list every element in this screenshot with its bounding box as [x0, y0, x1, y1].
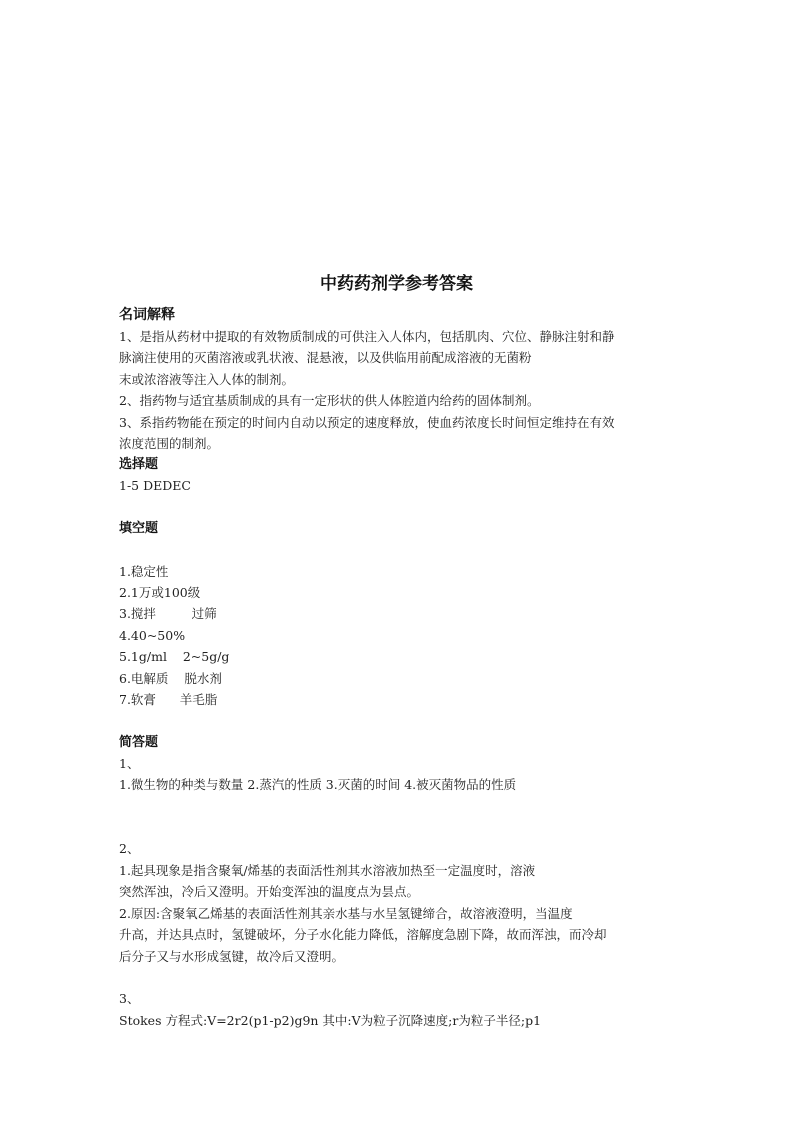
fill-item-1: 1.稳定性 — [119, 563, 169, 579]
short-q1-label: 1、 — [119, 755, 140, 771]
terms-line-6: 浓度范围的制剂。 — [119, 436, 220, 452]
spacer — [119, 539, 689, 560]
fill-item-3: 3.搅拌 过筛 — [119, 606, 217, 622]
spacer — [119, 796, 689, 839]
spacer — [119, 710, 689, 731]
fill-item-7: 7.软膏 羊毛脂 — [119, 692, 218, 708]
terms-line-4: 2、指药物与适宜基质制成的具有一定形状的供人体腔道内给药的固体制剂。 — [119, 393, 540, 409]
spacer — [119, 497, 689, 518]
terms-line-3: 末或浓溶液等注入人体的制剂。 — [119, 371, 295, 387]
section-heading-short: 简答题 — [119, 734, 159, 750]
short-q3-label: 3、 — [119, 991, 140, 1007]
terms-line-5: 3、系指药物能在预定的时间内自动以预定的速度释放，使血药浓度长时间恒定维持在有效 — [119, 414, 615, 430]
terms-line-1: 1、是指从药材中提取的有效物质制成的可供注入人体内，包括肌肉、穴位、静脉注射和静 — [119, 329, 615, 344]
fill-item-5: 5.1g/ml 2~5g/g — [119, 649, 230, 665]
fill-item-4: 4.40~50% — [119, 627, 186, 643]
section-heading-choice: 选择题 — [119, 457, 159, 473]
short-q2-line-4: 升高，并达具点时，氢键破坏，分子水化能力降低，溶解度急剧下降，故而浑浊，而冷却 — [119, 927, 607, 943]
fill-item-2: 2.1万或100级 — [119, 585, 201, 601]
short-q2-line-1: 1.起具现象是指含聚氧/烯基的表面活性剂其水溶液加热至一定温度时，溶液 — [119, 862, 536, 878]
short-q2-line-2: 突然浑浊，冷后又澄明。开始变浑浊的温度点为昙点。 — [119, 884, 420, 900]
short-q2-line-3: 2.原因:含聚氧乙烯基的表面活性剂其亲水基与水呈氢键缔合，故溶液澄明，当温度 — [119, 905, 573, 921]
short-q1-line-1: 1.微生物的种类与数量 2.蒸汽的性质 3.灭菌的时间 4.被灭菌物品的性质 — [119, 777, 517, 793]
section-heading-fill: 填空题 — [119, 521, 159, 537]
fill-item-6: 6.电解质 脱水剂 — [119, 670, 222, 686]
short-q2-line-5: 后分子又与水形成氢键，故冷后又澄明。 — [119, 948, 345, 964]
page-title: 中药药剂学参考答案 — [320, 274, 473, 294]
short-q3-line-1: Stokes 方程式:V=2r2(p1-p2)g9n 其中:V为粒子沉降速度;r为粒子半径;p1 — [119, 1012, 542, 1028]
spacer — [119, 967, 689, 988]
document-body — [119, 304, 689, 1031]
terms-line-2: 脉滴注使用的灭菌溶液或乳状液、混悬液，以及供临用前配成溶液的无菌粉 — [119, 350, 532, 366]
choice-answer: 1-5 DEDEC — [119, 478, 191, 494]
short-q2-label: 2、 — [119, 841, 140, 857]
section-heading-terms: 名词解释 — [119, 307, 175, 323]
